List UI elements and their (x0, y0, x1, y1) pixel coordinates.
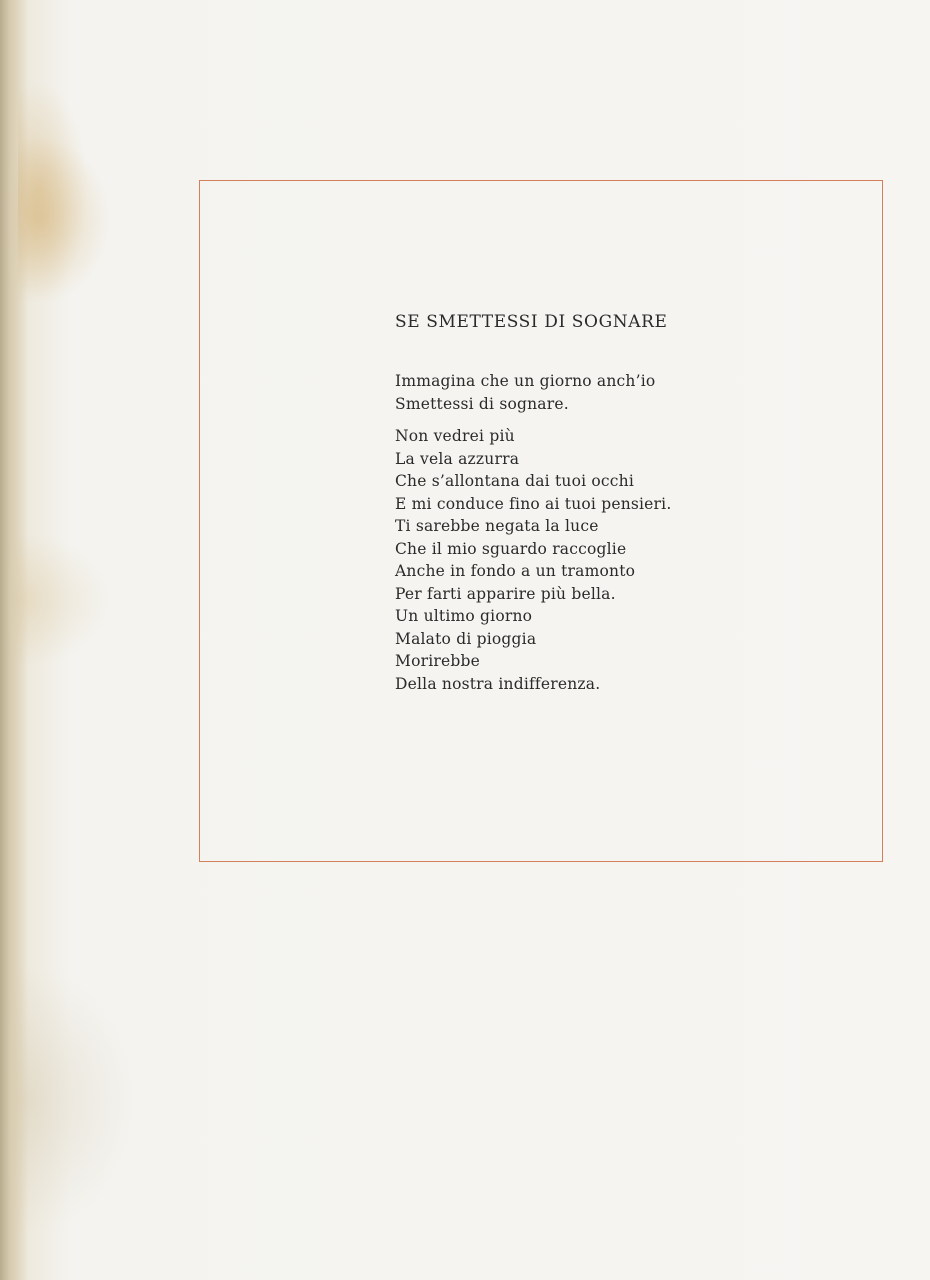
poem-line: Malato di pioggia (395, 629, 537, 648)
poem-line: Non vedrei più (395, 427, 515, 445)
poem-line: Per farti apparire più bella. (395, 584, 616, 603)
poem-line: Smettessi di sognare. (395, 394, 569, 413)
poem-line: Immagina che un giorno anch’io (395, 372, 656, 390)
poem-line: Ti sarebbe negata la luce (395, 517, 599, 535)
poem-line: Morirebbe (395, 652, 480, 670)
poem-line: Della nostra indifferenza. (395, 674, 601, 693)
poem-line: Un ultimo giorno (395, 607, 533, 625)
poem-line: Che il mio sguardo raccoglie (395, 539, 627, 558)
paper-stain (18, 80, 88, 300)
poem (395, 312, 671, 695)
poem-line: Anche in fondo a un tramonto (395, 562, 636, 580)
poem-line: La vela azzurra (395, 449, 520, 468)
poem-line: E mi conduce fino ai tuoi pensieri. (395, 494, 672, 513)
stanza-2 (395, 425, 671, 695)
poem-title: SE SMETTESSI DI SOGNARE (395, 312, 668, 332)
poem-line: Che s’allontana dai tuoi occhi (395, 472, 635, 490)
stanza-1 (395, 370, 671, 415)
